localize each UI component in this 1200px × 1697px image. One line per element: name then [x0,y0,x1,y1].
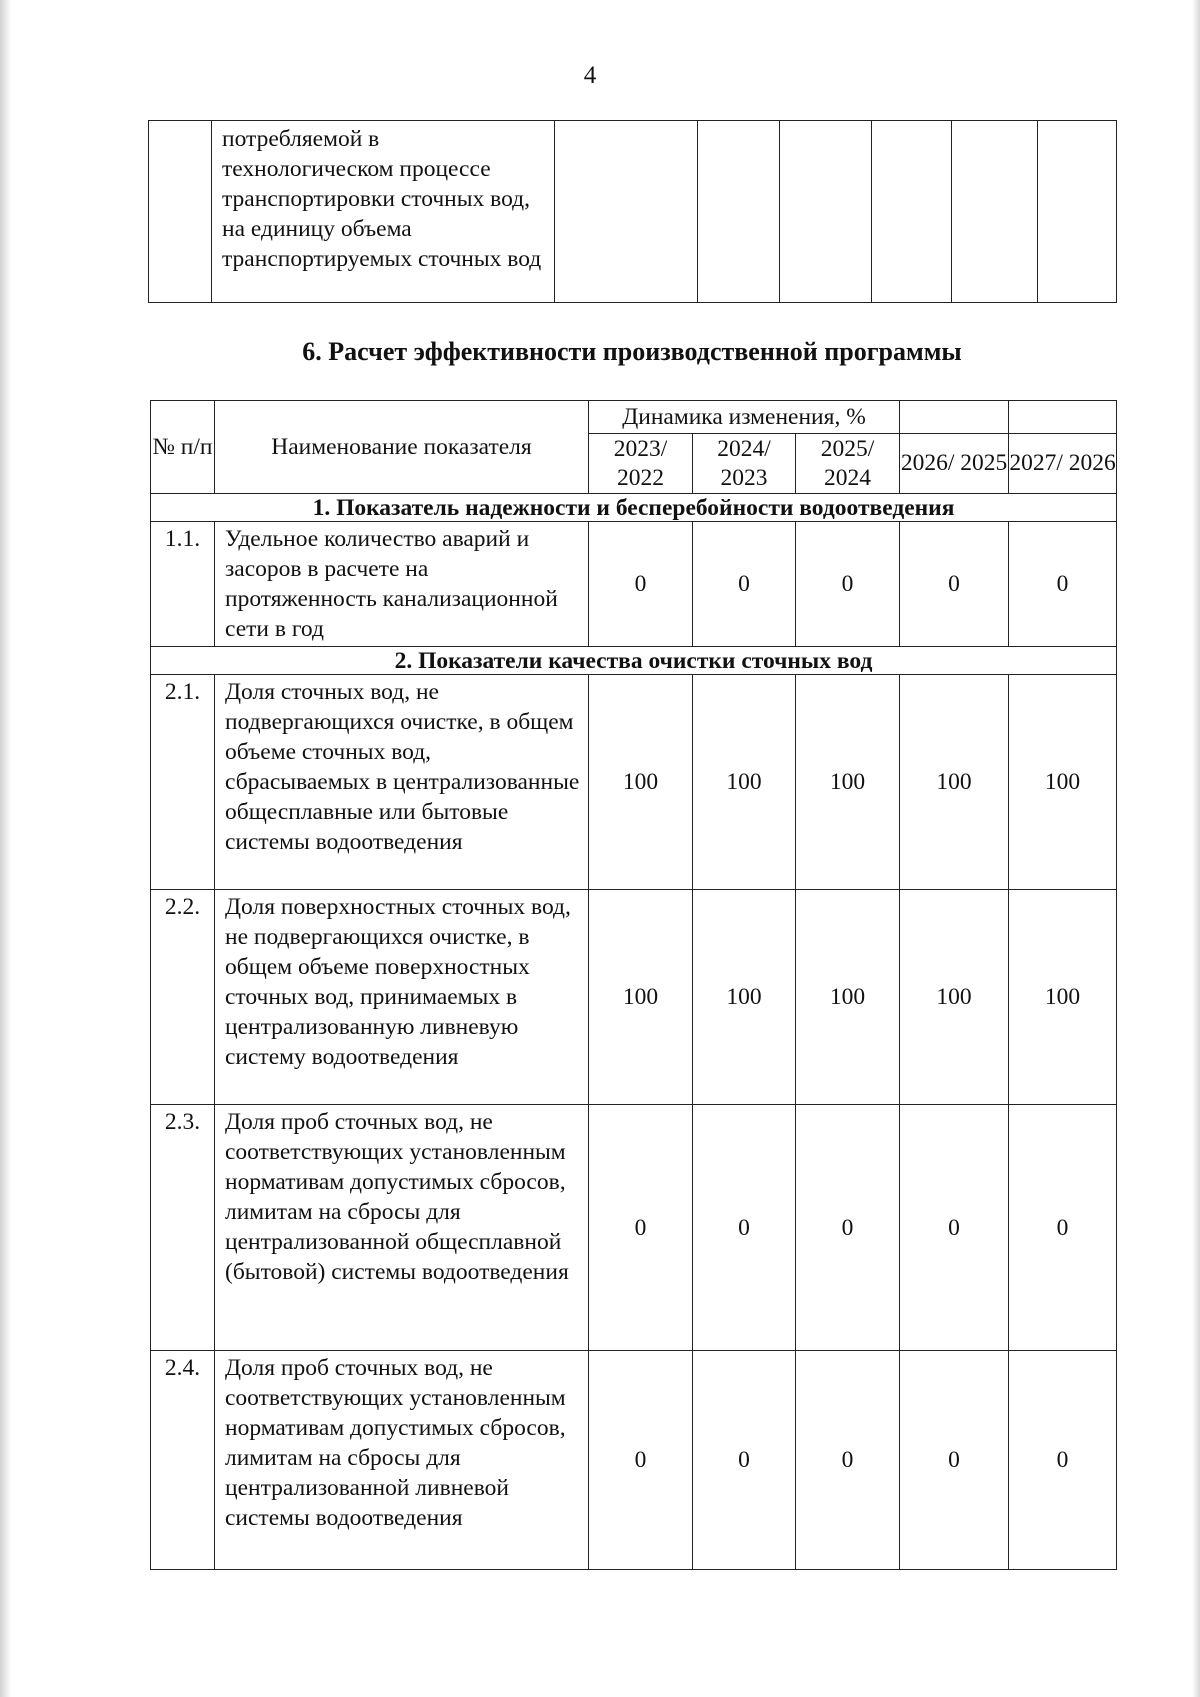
row-indicator-name: Доля проб сточных вод, не соответствующих установленным нормативам допустимых сбросов, лимитам на сбросы для централизованной общесплавной (бытовой) системы водоотведения [215,1105,589,1351]
header-dynamics: Динамика изменения, % [589,401,900,434]
continuation-table [148,120,1117,303]
row-value: 0 [693,1351,796,1570]
row-value: 0 [589,522,693,647]
row-value: 0 [796,522,900,647]
row-value: 0 [589,1105,693,1351]
row-value: 0 [589,1351,693,1570]
section-heading: 6. Расчет эффективности производственной программы [302,337,962,366]
row-value: 0 [693,1105,796,1351]
header-row-top [151,401,1117,434]
row-value: 0 [1009,1105,1117,1351]
efficiency-table [150,400,1117,1570]
continuation-empty-cell [780,121,872,303]
row-number: 2.3. [151,1105,215,1351]
row-value: 0 [900,522,1009,647]
table-row [151,1105,1117,1351]
table-row [151,522,1117,647]
header-name: Наименование показателя [215,401,589,494]
continuation-name-cell [212,121,555,303]
group-heading: 2. Показатели качества очистки сточных вод [151,647,1117,675]
table-row [151,1351,1117,1570]
header-year: 2023/ 2022 [589,434,693,494]
header-num: № п/п [151,401,215,494]
row-value: 100 [796,675,900,890]
continuation-empty-cell [698,121,780,303]
row-indicator-name: Доля сточных вод, не подвергающихся очистке, в общем объеме сточных вод, сбрасываемых в централизованные общесплавные или бытовые системы водоотведения [215,675,589,890]
row-value: 100 [693,675,796,890]
header-empty-cell [900,401,1009,434]
row-indicator-name: Доля поверхностных сточных вод, не подвергающихся очистке, в общем объеме поверхностных сточных вод, принимаемых в централизованную ливневую систему водоотведения [215,890,589,1105]
continuation-num-cell [149,121,212,303]
row-value: 0 [1009,522,1117,647]
row-value: 100 [589,890,693,1105]
continuation-empty-cell [1038,121,1117,303]
table-row [151,675,1117,890]
row-number: 2.1. [151,675,215,890]
scan-edge-left [0,0,11,1697]
continuation-text: потребляемой в технологическом процессе транспортировки сточных вод, на единицу объема транспортируемых сточных вод [222,126,542,272]
row-value: 0 [900,1105,1009,1351]
row-value: 0 [796,1351,900,1570]
continuation-empty-cell [872,121,952,303]
group-heading-row [151,647,1117,675]
row-value: 0 [1009,1351,1117,1570]
row-value: 0 [796,1105,900,1351]
scan-edge-right [1192,0,1200,1697]
row-value: 100 [1009,675,1117,890]
group-heading: 1. Показатель надежности и бесперебойности водоотведения [151,494,1117,522]
header-year: 2024/ 2023 [693,434,796,494]
row-value: 100 [693,890,796,1105]
row-number: 1.1. [151,522,215,647]
row-number: 2.2. [151,890,215,1105]
group-heading-row [151,494,1117,522]
row-indicator-name: Доля проб сточных вод, не соответствующих установленным нормативам допустимых сбросов, лимитам на сбросы для централизованной ливневой системы водоотведения [215,1351,589,1570]
continuation-empty-cell [952,121,1038,303]
row-value: 0 [693,522,796,647]
continuation-empty-cell [555,121,698,303]
header-year: 2027/ 2026 [1009,434,1117,494]
page-number: 4 [583,62,597,89]
header-year: 2026/ 2025 [900,434,1009,494]
continuation-row [149,121,1117,303]
header-year: 2025/ 2024 [796,434,900,494]
table-row [151,890,1117,1105]
row-value: 100 [1009,890,1117,1105]
row-value: 0 [900,1351,1009,1570]
header-empty-cell [1009,401,1117,434]
row-number: 2.4. [151,1351,215,1570]
row-value: 100 [796,890,900,1105]
row-value: 100 [589,675,693,890]
row-value: 100 [900,890,1009,1105]
row-value: 100 [900,675,1009,890]
row-indicator-name: Удельное количество аварий и засоров в расчете на протяженность канализационной сети в год [215,522,589,647]
